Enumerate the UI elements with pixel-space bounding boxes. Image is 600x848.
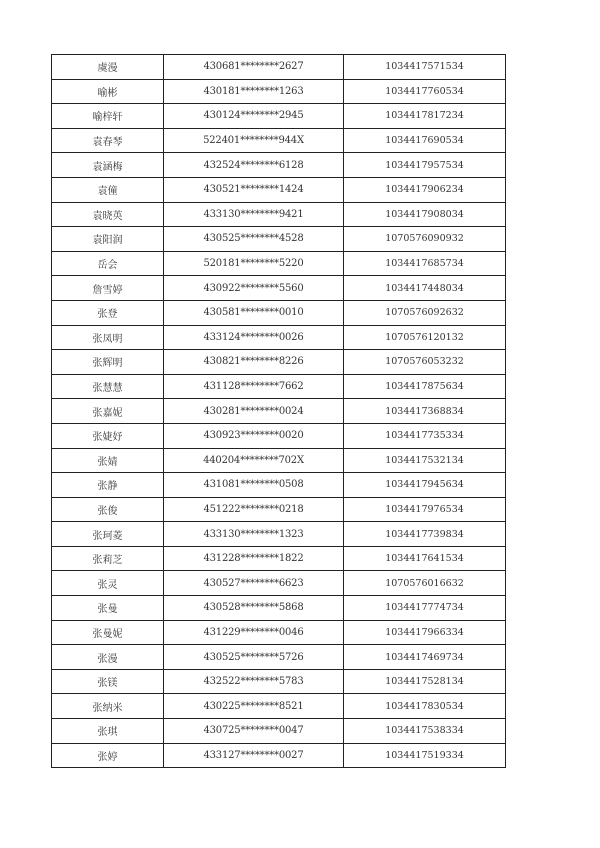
id-number-cell: 430581********0010 bbox=[164, 300, 344, 325]
name-cell: 张婧 bbox=[52, 448, 164, 473]
code-cell: 1034417817234 bbox=[344, 104, 506, 129]
table-row bbox=[52, 473, 506, 498]
code-cell: 1034417641534 bbox=[344, 546, 506, 571]
name-cell: 张嘉妮 bbox=[52, 399, 164, 424]
table-row bbox=[52, 55, 506, 80]
code-cell: 1034417906234 bbox=[344, 177, 506, 202]
id-number-cell: 430521********1424 bbox=[164, 177, 344, 202]
table-row bbox=[52, 202, 506, 227]
id-number-cell: 430124********2945 bbox=[164, 104, 344, 129]
name-cell: 虞漫 bbox=[52, 55, 164, 80]
name-cell: 袁僮 bbox=[52, 177, 164, 202]
id-number-cell: 520181********5220 bbox=[164, 251, 344, 276]
table-row bbox=[52, 620, 506, 645]
table-row bbox=[52, 350, 506, 375]
table-row bbox=[52, 546, 506, 571]
table-row bbox=[52, 399, 506, 424]
table-row bbox=[52, 571, 506, 596]
id-number-cell: 432524********6128 bbox=[164, 153, 344, 178]
table-row bbox=[52, 374, 506, 399]
code-cell: 1034417528134 bbox=[344, 669, 506, 694]
name-cell: 詹雪婷 bbox=[52, 276, 164, 301]
code-cell: 1034417469734 bbox=[344, 645, 506, 670]
table-row bbox=[52, 325, 506, 350]
name-cell: 张静 bbox=[52, 473, 164, 498]
table-row bbox=[52, 153, 506, 178]
code-cell: 1034417830534 bbox=[344, 694, 506, 719]
table-row bbox=[52, 497, 506, 522]
code-cell: 1034417538334 bbox=[344, 719, 506, 744]
name-cell: 袁阳润 bbox=[52, 227, 164, 252]
code-cell: 1034417908034 bbox=[344, 202, 506, 227]
name-cell: 张辉明 bbox=[52, 350, 164, 375]
code-cell: 1034417774734 bbox=[344, 596, 506, 621]
code-cell: 1034417976534 bbox=[344, 497, 506, 522]
code-cell: 1070576016632 bbox=[344, 571, 506, 596]
name-cell: 喻梓轩 bbox=[52, 104, 164, 129]
code-cell: 1070576090932 bbox=[344, 227, 506, 252]
id-number-cell: 430281********0024 bbox=[164, 399, 344, 424]
id-number-cell: 440204********702X bbox=[164, 448, 344, 473]
id-number-cell: 432522********5783 bbox=[164, 669, 344, 694]
table-row bbox=[52, 276, 506, 301]
id-number-cell: 430681********2627 bbox=[164, 55, 344, 80]
code-cell: 1034417571534 bbox=[344, 55, 506, 80]
code-cell: 1034417532134 bbox=[344, 448, 506, 473]
name-cell: 张琪 bbox=[52, 719, 164, 744]
id-number-cell: 430821********8226 bbox=[164, 350, 344, 375]
code-cell: 1070576120132 bbox=[344, 325, 506, 350]
roster-table-body bbox=[52, 55, 506, 768]
code-cell: 1034417945634 bbox=[344, 473, 506, 498]
id-number-cell: 430725********0047 bbox=[164, 719, 344, 744]
id-number-cell: 431128********7662 bbox=[164, 374, 344, 399]
id-number-cell: 430525********4528 bbox=[164, 227, 344, 252]
code-cell: 1034417739834 bbox=[344, 522, 506, 547]
code-cell: 1034417875634 bbox=[344, 374, 506, 399]
table-row bbox=[52, 719, 506, 744]
table-row bbox=[52, 177, 506, 202]
id-number-cell: 430922********5560 bbox=[164, 276, 344, 301]
id-number-cell: 433124********0026 bbox=[164, 325, 344, 350]
table-row bbox=[52, 596, 506, 621]
id-number-cell: 430181********1263 bbox=[164, 79, 344, 104]
code-cell: 1034417760534 bbox=[344, 79, 506, 104]
table-row bbox=[52, 669, 506, 694]
code-cell: 1070576092632 bbox=[344, 300, 506, 325]
table-row bbox=[52, 645, 506, 670]
name-cell: 张曼妮 bbox=[52, 620, 164, 645]
table-row bbox=[52, 128, 506, 153]
table-row bbox=[52, 79, 506, 104]
name-cell: 张凤明 bbox=[52, 325, 164, 350]
name-cell: 张婕妤 bbox=[52, 423, 164, 448]
code-cell: 1034417735334 bbox=[344, 423, 506, 448]
code-cell: 1070576053232 bbox=[344, 350, 506, 375]
name-cell: 袁春琴 bbox=[52, 128, 164, 153]
name-cell: 喻彬 bbox=[52, 79, 164, 104]
name-cell: 张灵 bbox=[52, 571, 164, 596]
name-cell: 张纳米 bbox=[52, 694, 164, 719]
id-number-cell: 430525********5726 bbox=[164, 645, 344, 670]
name-cell: 张登 bbox=[52, 300, 164, 325]
code-cell: 1034417966334 bbox=[344, 620, 506, 645]
table-row bbox=[52, 743, 506, 768]
table-row bbox=[52, 104, 506, 129]
id-number-cell: 431228********1822 bbox=[164, 546, 344, 571]
name-cell: 张镁 bbox=[52, 669, 164, 694]
code-cell: 1034417957534 bbox=[344, 153, 506, 178]
name-cell: 张婷 bbox=[52, 743, 164, 768]
name-cell: 袁晓英 bbox=[52, 202, 164, 227]
id-number-cell: 522401********944X bbox=[164, 128, 344, 153]
name-cell: 张珂菱 bbox=[52, 522, 164, 547]
table-row bbox=[52, 423, 506, 448]
table-row bbox=[52, 251, 506, 276]
table-row bbox=[52, 300, 506, 325]
name-cell: 岳会 bbox=[52, 251, 164, 276]
name-cell: 张曼 bbox=[52, 596, 164, 621]
code-cell: 1034417448034 bbox=[344, 276, 506, 301]
code-cell: 1034417690534 bbox=[344, 128, 506, 153]
id-number-cell: 430225********8521 bbox=[164, 694, 344, 719]
code-cell: 1034417685734 bbox=[344, 251, 506, 276]
table-row bbox=[52, 522, 506, 547]
id-number-cell: 433130********9421 bbox=[164, 202, 344, 227]
id-number-cell: 451222********0218 bbox=[164, 497, 344, 522]
id-number-cell: 431081********0508 bbox=[164, 473, 344, 498]
table-row bbox=[52, 694, 506, 719]
id-number-cell: 430527********6623 bbox=[164, 571, 344, 596]
table-row bbox=[52, 227, 506, 252]
code-cell: 1034417368834 bbox=[344, 399, 506, 424]
code-cell: 1034417519334 bbox=[344, 743, 506, 768]
name-cell: 张漫 bbox=[52, 645, 164, 670]
id-number-cell: 430923********0020 bbox=[164, 423, 344, 448]
id-number-cell: 430528********5868 bbox=[164, 596, 344, 621]
name-cell: 张慧慧 bbox=[52, 374, 164, 399]
id-number-cell: 433127********0027 bbox=[164, 743, 344, 768]
roster-table bbox=[51, 54, 506, 768]
id-number-cell: 433130********1323 bbox=[164, 522, 344, 547]
name-cell: 袁涵梅 bbox=[52, 153, 164, 178]
name-cell: 张俊 bbox=[52, 497, 164, 522]
id-number-cell: 431229********0046 bbox=[164, 620, 344, 645]
name-cell: 张莉芝 bbox=[52, 546, 164, 571]
table-row bbox=[52, 448, 506, 473]
